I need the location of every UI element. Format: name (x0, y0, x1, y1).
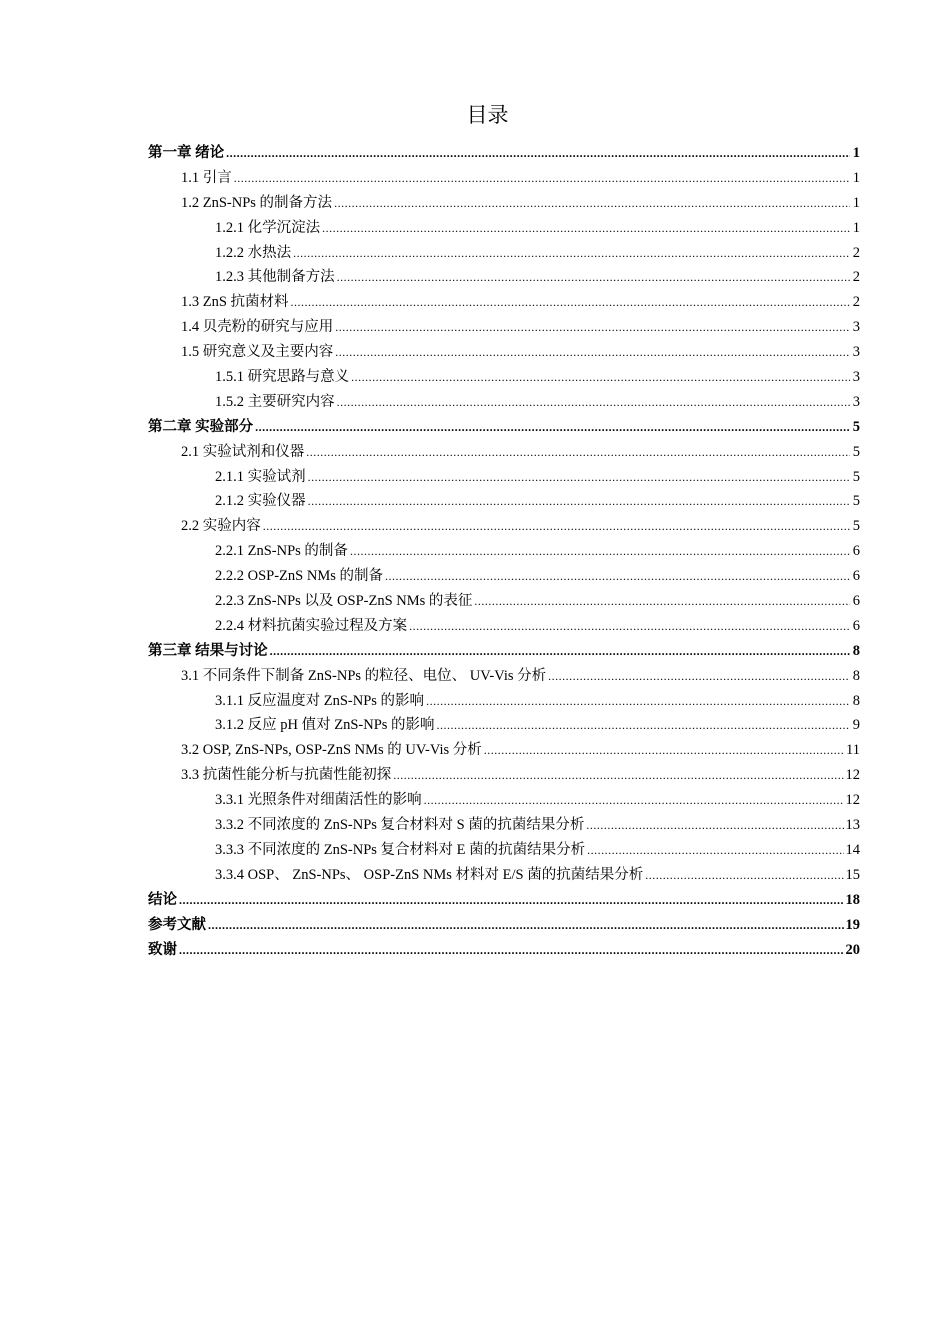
toc-entry-label: 3.1.1 反应温度对 ZnS-NPs 的影响 (215, 692, 425, 709)
toc-entry-page: 18 (845, 891, 860, 908)
toc-dot-leader (306, 441, 850, 463)
toc-dot-leader (270, 640, 850, 662)
toc-entry-page: 11 (846, 742, 860, 759)
toc-dot-leader (350, 540, 850, 562)
toc-entry-label: 第一章 绪论 (148, 145, 225, 161)
toc-entry[interactable] (148, 192, 860, 217)
toc-dot-leader (335, 316, 850, 338)
toc-entry-label: 1.3 ZnS 抗菌材料 (181, 294, 289, 311)
toc-entry[interactable] (148, 889, 860, 914)
toc-entry-page: 6 (852, 543, 860, 560)
toc-entry-label: 1.1 引言 (181, 169, 232, 186)
toc-entry-label: 结论 (148, 891, 177, 908)
toc-entry-label: 1.2.3 其他制备方法 (215, 269, 335, 286)
toc-entry[interactable] (148, 789, 860, 814)
toc-entry[interactable] (148, 341, 860, 366)
toc-dot-leader (334, 192, 850, 214)
toc-entry-page: 3 (852, 319, 860, 336)
toc-dot-leader (291, 291, 850, 313)
toc-entry-label: 3.3.1 光照条件对细菌活性的影响 (215, 792, 422, 809)
toc-entry-label: 第三章 结果与讨论 (148, 642, 268, 659)
toc-entry-page: 8 (852, 642, 860, 659)
toc-entry-label: 3.3.2 不同浓度的 ZnS-NPs 复合材料对 S 菌的抗菌结果分析 (215, 817, 585, 834)
toc-entry-page: 5 (852, 518, 860, 535)
toc-entry[interactable] (148, 565, 860, 590)
toc-dot-leader (308, 490, 850, 512)
toc-entry[interactable] (148, 515, 860, 540)
toc-entry[interactable] (148, 939, 860, 964)
toc-entry-page: 8 (852, 692, 860, 709)
toc-entry-label: 2.1 实验试剂和仪器 (181, 443, 305, 460)
toc-entry[interactable] (148, 665, 860, 690)
toc-dot-leader (586, 814, 843, 836)
toc-dot-leader (226, 142, 850, 164)
toc-entry-page: 6 (852, 617, 860, 634)
toc-dot-leader (335, 341, 850, 363)
toc-entry[interactable] (148, 217, 860, 242)
toc-entry-page: 2 (852, 269, 860, 286)
toc-entry-label: 第二章 实验部分 (148, 418, 254, 435)
toc-entry[interactable] (148, 416, 860, 441)
toc-entry-label: 3.3.3 不同浓度的 ZnS-NPs 复合材料对 E 菌的抗菌结果分析 (215, 841, 586, 858)
toc-dot-leader (424, 789, 844, 811)
toc-entry-page: 2 (852, 294, 860, 311)
toc-entry[interactable] (148, 764, 860, 789)
toc-entry-label: 1.5.1 研究思路与意义 (215, 369, 350, 386)
toc-entry-label: 2.2 实验内容 (181, 518, 261, 535)
toc-dot-leader (409, 615, 850, 637)
toc-entry-page: 1 (852, 169, 860, 186)
toc-dot-leader (437, 714, 850, 736)
toc-entry-page: 6 (852, 593, 860, 610)
toc-dot-leader (337, 391, 850, 413)
toc-entry-page: 5 (852, 443, 860, 460)
toc-dot-leader (548, 665, 850, 687)
toc-entry-label: 致谢 (148, 941, 177, 958)
toc-dot-leader (337, 266, 850, 288)
toc-entry[interactable] (148, 615, 860, 640)
toc-entry-page: 2 (852, 244, 860, 261)
toc-entry-label: 1.5 研究意义及主要内容 (181, 344, 334, 361)
toc-entry-page: 3 (852, 369, 860, 386)
toc-dot-leader (484, 739, 844, 761)
toc-entry-page: 20 (845, 941, 860, 958)
toc-dot-leader (587, 839, 843, 861)
toc-entry-page: 5 (852, 468, 860, 485)
toc-entry-page: 12 (845, 792, 860, 809)
toc-entry-page: 3 (852, 344, 860, 361)
toc-entry[interactable] (148, 142, 860, 167)
toc-entry[interactable] (148, 739, 860, 764)
toc-entry-page: 15 (845, 866, 860, 883)
toc-entry[interactable] (148, 490, 860, 515)
toc-entry[interactable] (148, 466, 860, 491)
toc-dot-leader (645, 864, 843, 886)
toc-entry-page: 13 (845, 817, 860, 834)
toc-entry[interactable] (148, 864, 860, 889)
toc-dot-leader (208, 914, 844, 936)
toc-entry-label: 2.2.3 ZnS-NPs 以及 OSP-ZnS NMs 的表征 (215, 593, 473, 610)
toc-entry-label: 1.4 贝壳粉的研究与应用 (181, 319, 334, 336)
toc-entry[interactable] (148, 590, 860, 615)
toc-entry-page: 5 (852, 493, 860, 510)
toc-dot-leader (393, 764, 843, 786)
toc-dot-leader (474, 590, 850, 612)
toc-entry-label: 3.3.4 OSP、 ZnS-NPs、 OSP-ZnS NMs 材料对 E/S 菌的抗菌结果分析 (215, 866, 644, 883)
toc-entry-page: 19 (845, 916, 860, 933)
toc-entry-label: 2.1.2 实验仪器 (215, 493, 306, 510)
toc-entry[interactable] (148, 914, 860, 939)
toc-list (148, 142, 860, 963)
toc-dot-leader (179, 889, 844, 911)
toc-dot-leader (385, 565, 850, 587)
toc-title: 目录 (466, 103, 509, 127)
toc-dot-leader (255, 416, 850, 438)
toc-entry-label: 2.2.2 OSP-ZnS NMs 的制备 (215, 568, 383, 585)
toc-entry[interactable] (148, 291, 860, 316)
toc-entry[interactable] (148, 167, 860, 192)
toc-entry-label: 3.2 OSP, ZnS-NPs, OSP-ZnS NMs 的 UV-Vis 分析 (181, 742, 482, 759)
toc-entry[interactable] (148, 714, 860, 739)
toc-entry[interactable] (148, 839, 860, 864)
toc-entry[interactable] (148, 391, 860, 416)
toc-entry-page: 6 (852, 568, 860, 585)
toc-entry-page: 1 (852, 219, 860, 236)
toc-entry-label: 1.5.2 主要研究内容 (215, 393, 335, 410)
toc-entry-page: 12 (845, 767, 860, 784)
toc-entry-page: 14 (845, 841, 860, 858)
toc-entry-page: 3 (852, 393, 860, 410)
toc-entry-label: 2.1.1 实验试剂 (215, 468, 306, 485)
toc-dot-leader (293, 242, 850, 264)
toc-entry-label: 参考文献 (148, 916, 206, 933)
toc-entry-page: 8 (852, 667, 860, 684)
toc-entry[interactable] (148, 814, 860, 839)
toc-entry-page: 5 (852, 418, 860, 435)
toc-entry[interactable] (148, 690, 860, 715)
toc-entry-label: 3.1.2 反应 pH 值对 ZnS-NPs 的影响 (215, 717, 435, 734)
toc-entry-page: 9 (852, 717, 860, 734)
toc-entry[interactable] (148, 441, 860, 466)
toc-dot-leader (426, 690, 850, 712)
toc-entry-label: 2.2.1 ZnS-NPs 的制备 (215, 543, 348, 560)
toc-dot-leader (308, 466, 850, 488)
toc-entry-page: 1 (852, 194, 860, 211)
toc-dot-leader (322, 217, 850, 239)
toc-entry[interactable] (148, 640, 860, 665)
toc-dot-leader (234, 167, 850, 189)
toc-entry-label: 3.3 抗菌性能分析与抗菌性能初探 (181, 767, 392, 784)
toc-dot-leader (263, 515, 850, 537)
toc-entry[interactable] (148, 266, 860, 291)
toc-entry[interactable] (148, 540, 860, 565)
toc-dot-leader (351, 366, 850, 388)
toc-entry[interactable] (148, 242, 860, 267)
toc-entry-label: 1.2.2 水热法 (215, 244, 292, 261)
toc-entry-label: 1.2 ZnS-NPs 的制备方法 (181, 194, 333, 211)
toc-entry-page: 1 (852, 145, 860, 161)
toc-dot-leader (179, 939, 844, 961)
toc-entry[interactable] (148, 366, 860, 391)
toc-entry-label: 1.2.1 化学沉淀法 (215, 219, 321, 236)
toc-entry-label: 3.1 不同条件下制备 ZnS-NPs 的粒径、电位、 UV-Vis 分析 (181, 667, 547, 684)
toc-entry[interactable] (148, 316, 860, 341)
toc-entry-label: 2.2.4 材料抗菌实验过程及方案 (215, 617, 408, 634)
